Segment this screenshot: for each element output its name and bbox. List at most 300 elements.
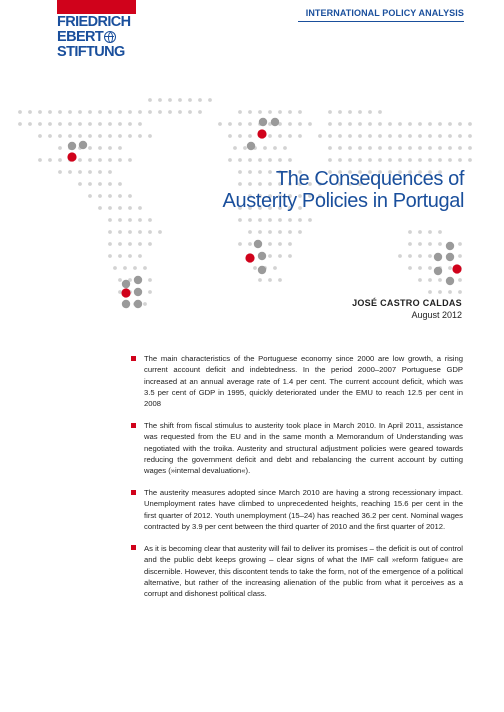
- map-dot: [108, 110, 112, 114]
- map-dot: [108, 254, 112, 258]
- map-dot-large: [446, 253, 454, 261]
- map-dot-large: [68, 142, 76, 150]
- map-dot: [278, 242, 282, 246]
- map-dot-large: [247, 142, 255, 150]
- map-dot: [438, 278, 442, 282]
- map-dot: [258, 230, 262, 234]
- map-dot: [278, 110, 282, 114]
- map-dot: [398, 122, 402, 126]
- map-dot: [428, 290, 432, 294]
- map-dot: [138, 110, 142, 114]
- bullet-text: As it is becoming clear that austerity will fail to deliver its promises – the deficit is out of control and the public debt keeps growing – clear signs of what the IMF call »reform fatigue« are discernible. However, this discontent tends to take the form, not of the emergence of a political alternative, but rather of the increasing alienation of the public from what it perceives as a corrupt and dishonest political class.: [144, 543, 463, 599]
- map-dot: [338, 122, 342, 126]
- map-dot: [328, 146, 332, 150]
- map-dot: [78, 158, 82, 162]
- map-dot: [258, 278, 262, 282]
- map-dot: [108, 230, 112, 234]
- map-dot: [438, 134, 442, 138]
- map-dot: [18, 122, 22, 126]
- map-dot: [58, 122, 62, 126]
- map-dot: [148, 218, 152, 222]
- map-dot: [148, 242, 152, 246]
- map-dot: [118, 194, 122, 198]
- map-dot: [98, 110, 102, 114]
- map-dot: [158, 98, 162, 102]
- map-dot: [68, 170, 72, 174]
- map-dot: [108, 182, 112, 186]
- map-dot: [38, 122, 42, 126]
- map-dot: [248, 110, 252, 114]
- map-dot: [378, 122, 382, 126]
- map-dot: [288, 158, 292, 162]
- map-dot: [58, 110, 62, 114]
- map-dot: [408, 134, 412, 138]
- map-dot: [108, 170, 112, 174]
- map-dot: [263, 146, 267, 150]
- map-dot: [128, 230, 132, 234]
- map-dot: [78, 134, 82, 138]
- map-dot: [468, 122, 472, 126]
- map-dot: [428, 230, 432, 234]
- map-dot: [428, 242, 432, 246]
- map-dot: [38, 158, 42, 162]
- map-dot: [438, 122, 442, 126]
- map-dot-large: [258, 266, 266, 274]
- map-dot: [418, 230, 422, 234]
- map-dot-large: [254, 240, 262, 248]
- map-dot: [138, 242, 142, 246]
- map-dot: [448, 134, 452, 138]
- map-dot: [108, 134, 112, 138]
- map-dot: [238, 110, 242, 114]
- map-dot: [198, 110, 202, 114]
- map-dot: [328, 134, 332, 138]
- map-dot: [408, 266, 412, 270]
- map-dot: [38, 134, 42, 138]
- map-dot-large: [134, 300, 142, 308]
- map-dot-highlight: [67, 152, 76, 161]
- map-dot: [368, 110, 372, 114]
- map-dot: [78, 110, 82, 114]
- map-dot: [278, 218, 282, 222]
- map-dot: [378, 134, 382, 138]
- map-dot: [108, 194, 112, 198]
- map-dot: [48, 158, 52, 162]
- map-dot: [338, 146, 342, 150]
- map-dot: [238, 218, 242, 222]
- map-dot: [378, 146, 382, 150]
- map-dot: [268, 134, 272, 138]
- bullet-square-icon: [131, 490, 136, 495]
- map-dot: [298, 230, 302, 234]
- map-dot: [138, 218, 142, 222]
- map-dot: [468, 146, 472, 150]
- map-dot: [128, 134, 132, 138]
- map-dot: [288, 134, 292, 138]
- map-dot: [428, 278, 432, 282]
- map-dot: [108, 158, 112, 162]
- map-dot: [268, 242, 272, 246]
- map-dot: [428, 266, 432, 270]
- map-dot: [128, 206, 132, 210]
- map-dot: [108, 206, 112, 210]
- map-dot: [78, 170, 82, 174]
- map-dot: [338, 158, 342, 162]
- map-dot: [228, 122, 232, 126]
- map-dot: [288, 230, 292, 234]
- map-dot: [288, 110, 292, 114]
- map-dot: [233, 146, 237, 150]
- map-dot: [448, 290, 452, 294]
- map-dot: [118, 146, 122, 150]
- map-dot: [298, 218, 302, 222]
- map-dot: [458, 158, 462, 162]
- map-dot-large: [258, 252, 266, 260]
- map-dot: [438, 158, 442, 162]
- map-dot: [358, 110, 362, 114]
- map-dot: [128, 194, 132, 198]
- map-dot: [258, 110, 262, 114]
- map-dot-highlight: [245, 253, 254, 262]
- map-dot: [273, 266, 277, 270]
- map-dot: [248, 218, 252, 222]
- map-dot: [268, 110, 272, 114]
- map-dot: [143, 266, 147, 270]
- map-dot: [458, 254, 462, 258]
- map-dot: [88, 182, 92, 186]
- map-dot: [358, 134, 362, 138]
- map-dot: [68, 110, 72, 114]
- map-dot: [278, 278, 282, 282]
- map-dot-large: [79, 141, 87, 149]
- map-dot: [118, 122, 122, 126]
- map-dot: [113, 266, 117, 270]
- map-dot: [308, 122, 312, 126]
- map-dot: [28, 110, 32, 114]
- map-dot: [128, 158, 132, 162]
- map-dot: [88, 110, 92, 114]
- map-dot: [328, 158, 332, 162]
- map-dot: [118, 242, 122, 246]
- map-dot: [408, 158, 412, 162]
- map-dot: [298, 134, 302, 138]
- map-dot: [118, 182, 122, 186]
- map-dot: [238, 242, 242, 246]
- map-dot: [128, 110, 132, 114]
- map-dot: [98, 158, 102, 162]
- map-dot: [38, 110, 42, 114]
- map-dot: [278, 158, 282, 162]
- map-dot: [448, 266, 452, 270]
- map-dot: [328, 110, 332, 114]
- map-dot: [238, 134, 242, 138]
- summary-bullet: [131, 543, 463, 599]
- map-dot: [118, 134, 122, 138]
- map-dot-large: [134, 276, 142, 284]
- map-dot: [458, 290, 462, 294]
- map-dot: [308, 218, 312, 222]
- map-dot: [158, 110, 162, 114]
- map-dot: [283, 146, 287, 150]
- map-dot: [348, 110, 352, 114]
- map-dot: [78, 182, 82, 186]
- map-dot: [268, 218, 272, 222]
- map-dot: [458, 278, 462, 282]
- map-dot: [268, 254, 272, 258]
- map-dot: [268, 158, 272, 162]
- logo-line-1: FRIEDRICH: [57, 14, 131, 30]
- map-dot: [273, 146, 277, 150]
- map-dot: [388, 146, 392, 150]
- map-dot: [118, 206, 122, 210]
- map-dot: [468, 134, 472, 138]
- map-dot: [138, 122, 142, 126]
- map-dot: [238, 122, 242, 126]
- map-dot-large: [259, 118, 267, 126]
- map-dot: [398, 254, 402, 258]
- map-dot-large: [434, 253, 442, 261]
- map-dot: [118, 110, 122, 114]
- map-dot: [438, 242, 442, 246]
- map-dot: [48, 134, 52, 138]
- map-dot: [418, 278, 422, 282]
- map-dot: [68, 122, 72, 126]
- map-dot: [248, 134, 252, 138]
- map-dot: [128, 254, 132, 258]
- map-dot: [118, 278, 122, 282]
- map-dot-highlight: [121, 288, 130, 297]
- map-dot: [358, 146, 362, 150]
- map-dot-large: [446, 277, 454, 285]
- map-dot: [448, 122, 452, 126]
- map-dot: [318, 134, 322, 138]
- map-dot: [128, 218, 132, 222]
- map-dot: [138, 134, 142, 138]
- map-dot: [248, 158, 252, 162]
- map-dot: [148, 230, 152, 234]
- map-dot: [288, 254, 292, 258]
- map-dot-large: [122, 300, 130, 308]
- summary-bullet: [131, 353, 463, 409]
- map-dot: [388, 134, 392, 138]
- map-dot: [133, 266, 137, 270]
- map-dot-large: [446, 242, 454, 250]
- map-dot: [138, 254, 142, 258]
- map-dot: [418, 266, 422, 270]
- map-dot: [428, 158, 432, 162]
- map-dot: [428, 134, 432, 138]
- bullet-square-icon: [131, 356, 136, 361]
- map-dot: [98, 206, 102, 210]
- map-dot: [28, 122, 32, 126]
- map-dot: [438, 230, 442, 234]
- map-dot: [143, 302, 147, 306]
- map-dot: [168, 98, 172, 102]
- map-dot-large: [434, 267, 442, 275]
- map-dot: [428, 146, 432, 150]
- map-dot: [298, 122, 302, 126]
- map-dot: [178, 98, 182, 102]
- map-dot: [418, 134, 422, 138]
- map-dot: [148, 110, 152, 114]
- map-dot: [178, 110, 182, 114]
- map-dot: [88, 134, 92, 138]
- map-dot: [458, 122, 462, 126]
- map-dot: [98, 182, 102, 186]
- map-dot: [418, 158, 422, 162]
- map-dot: [398, 134, 402, 138]
- map-dot: [248, 122, 252, 126]
- map-dot: [188, 110, 192, 114]
- bullet-text: The shift from fiscal stimulus to austerity took place in March 2010. In April 2011, assistance was requested from the EU and in the same month a Memorandum of Understanding was negotiated with the troika. Austerity and structural adjustment policies were geared towards reducing the government deficit and debt and rebalancing the current account by cutting wages (»internal devaluation«).: [144, 421, 463, 476]
- map-dot: [128, 122, 132, 126]
- map-dot: [228, 158, 232, 162]
- map-dot: [58, 146, 62, 150]
- map-dot: [388, 122, 392, 126]
- map-dot: [68, 134, 72, 138]
- map-dot: [418, 242, 422, 246]
- summary-bullet: [131, 487, 463, 532]
- map-dot: [88, 170, 92, 174]
- map-dot: [408, 122, 412, 126]
- map-dot: [148, 134, 152, 138]
- map-dot: [243, 146, 247, 150]
- map-dot: [428, 254, 432, 258]
- map-dot: [368, 146, 372, 150]
- map-dot: [148, 278, 152, 282]
- title-line-1: The Consequences of: [275, 168, 464, 190]
- map-dot: [228, 134, 232, 138]
- map-dot: [368, 158, 372, 162]
- map-dot: [288, 218, 292, 222]
- map-dot: [58, 158, 62, 162]
- map-dot: [108, 122, 112, 126]
- map-dot: [148, 290, 152, 294]
- map-dot: [138, 230, 142, 234]
- bullet-text: The austerity measures adopted since March 2010 are having a strong recessionary impact. Unemployment rates have climbed to unprecedented heights, reaching 15.6 per cent in the first quarter of 2012. Youth unemployment (15–24) has reached 36.2 per cent. Nominal wages contracted by 3.9 per cent between the third quarter of 2010 and the first quarter of 2012.: [144, 488, 463, 532]
- bullet-text: The main characteristics of the Portuguese economy since 2000 are low growth, a rising current account deficit and indebtedness. In the period 2000–2007 Portuguese GDP increased at an annual average rate of 1.4 per cent. The current account deficit, which was 3.5 per cent of GDP in 1995, quickly deteriorated under the EMU to reach 12.5 per cent in 2008: [144, 354, 463, 409]
- map-dot: [98, 194, 102, 198]
- map-dot: [253, 266, 257, 270]
- map-dot: [298, 110, 302, 114]
- map-dot: [358, 122, 362, 126]
- map-dot: [118, 218, 122, 222]
- map-dot: [438, 290, 442, 294]
- title-line-2: Austerity Policies in Portugal: [222, 190, 464, 212]
- map-dot: [268, 278, 272, 282]
- map-dot: [368, 122, 372, 126]
- map-dot: [428, 122, 432, 126]
- map-dot: [378, 158, 382, 162]
- summary-bullet: [131, 420, 463, 476]
- map-dot: [288, 242, 292, 246]
- map-dot: [98, 146, 102, 150]
- map-dot: [118, 230, 122, 234]
- map-dot: [58, 134, 62, 138]
- map-dot-large: [122, 280, 130, 288]
- map-dot: [198, 98, 202, 102]
- map-dot: [118, 254, 122, 258]
- map-dot: [408, 230, 412, 234]
- author-name: JOSÉ CASTRO CALDAS: [352, 298, 462, 308]
- map-dot: [348, 146, 352, 150]
- map-dot: [108, 218, 112, 222]
- map-dot: [258, 218, 262, 222]
- logo-line-2: EBERT: [57, 29, 104, 45]
- map-dot: [368, 134, 372, 138]
- summary-bullets: [131, 353, 463, 610]
- map-dot: [88, 158, 92, 162]
- map-dot: [278, 134, 282, 138]
- map-dot: [448, 158, 452, 162]
- map-dot: [168, 110, 172, 114]
- map-dot: [398, 146, 402, 150]
- map-dot: [218, 122, 222, 126]
- map-dot: [458, 134, 462, 138]
- map-dot: [408, 254, 412, 258]
- map-dot: [278, 254, 282, 258]
- page-title: [223, 168, 464, 212]
- map-dot: [418, 146, 422, 150]
- map-dot: [98, 134, 102, 138]
- map-dot: [468, 158, 472, 162]
- map-dot: [388, 158, 392, 162]
- map-dot: [98, 170, 102, 174]
- map-dot-large: [134, 288, 142, 296]
- map-dot: [358, 158, 362, 162]
- map-dot: [258, 158, 262, 162]
- map-dot: [448, 146, 452, 150]
- map-dot: [288, 122, 292, 126]
- map-dot: [398, 158, 402, 162]
- map-dot: [18, 110, 22, 114]
- map-dot: [248, 230, 252, 234]
- map-dot: [108, 242, 112, 246]
- map-dot: [108, 146, 112, 150]
- map-dot: [48, 122, 52, 126]
- map-dot: [48, 110, 52, 114]
- bullet-square-icon: [131, 545, 136, 550]
- map-dot: [458, 146, 462, 150]
- map-dot: [268, 230, 272, 234]
- map-dot: [98, 122, 102, 126]
- map-dot: [88, 122, 92, 126]
- map-dot: [278, 230, 282, 234]
- map-dot: [418, 254, 422, 258]
- map-dot: [238, 158, 242, 162]
- map-dot: [378, 110, 382, 114]
- map-dot: [188, 98, 192, 102]
- map-dot: [88, 194, 92, 198]
- map-dot: [148, 98, 152, 102]
- author-block: [352, 297, 462, 321]
- map-dot-highlight: [257, 129, 266, 138]
- map-dot: [338, 134, 342, 138]
- logo-line-3: STIFTUNG: [57, 44, 125, 60]
- map-dot: [458, 242, 462, 246]
- map-dot: [418, 122, 422, 126]
- series-label: INTERNATIONAL POLICY ANALYSIS: [305, 8, 464, 18]
- bullet-square-icon: [131, 423, 136, 428]
- map-dot: [118, 290, 122, 294]
- map-dot: [208, 98, 212, 102]
- map-dot: [88, 146, 92, 150]
- map-dot: [123, 266, 127, 270]
- publication-date: August 2012: [411, 310, 462, 320]
- map-dot: [158, 230, 162, 234]
- map-dot: [348, 134, 352, 138]
- map-dot: [58, 170, 62, 174]
